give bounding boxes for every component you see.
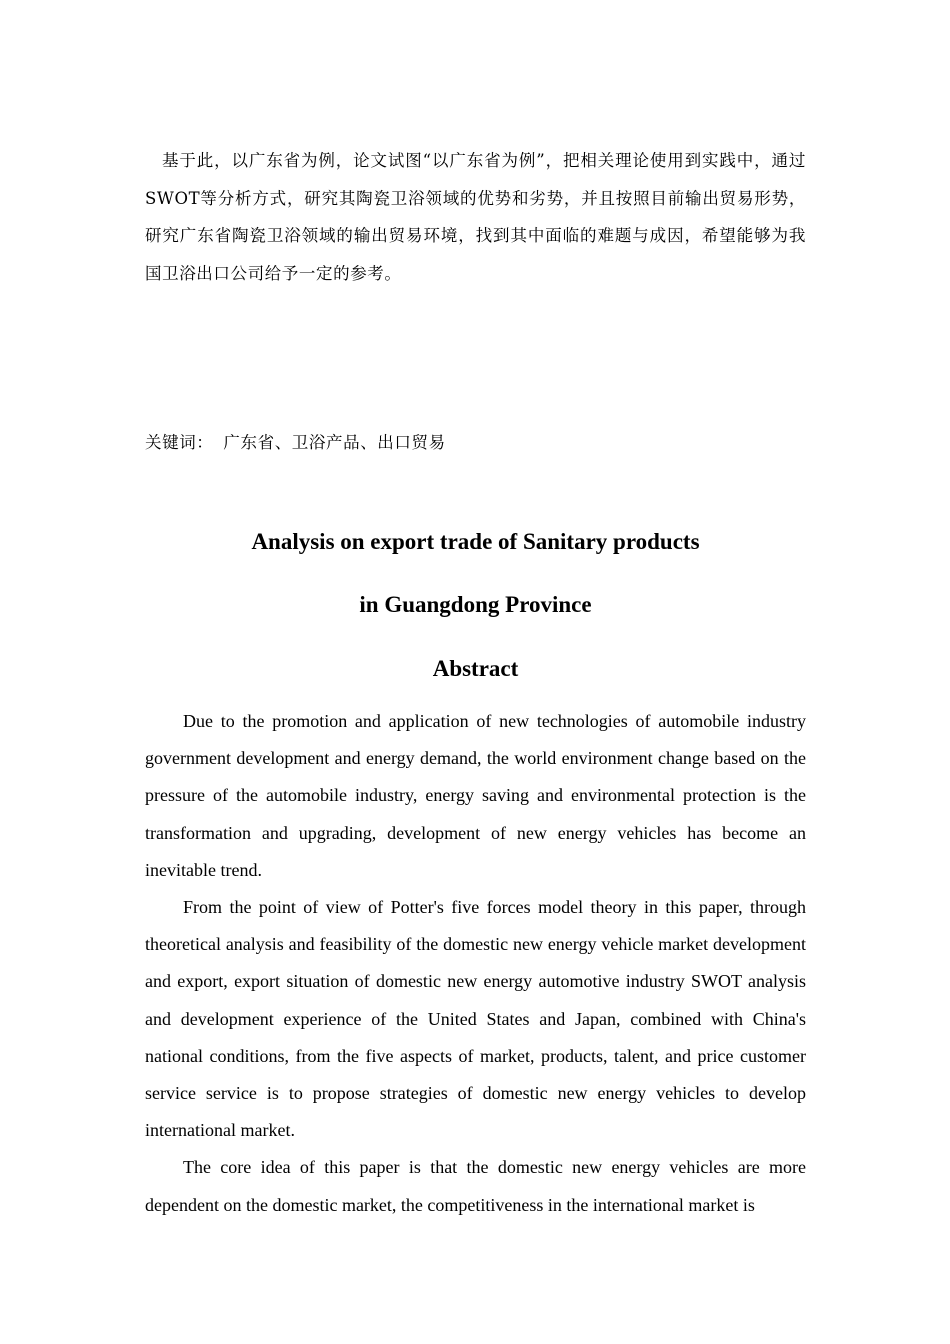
abstract-paragraph-2: From the point of view of Potter's five forces model theory in this paper, through theoretical analysis and feasibility of the domestic new energy vehicle market development and export, export situation of domestic new energy automotive industry SWOT analysis and development experience of the United States and Japan, combined with China's national conditions, from the five aspects of market, products, talent, and price customer service service is to propose strategies of domestic new energy vehicles to develop international market. <box>145 897 806 1141</box>
english-title-line-1: Analysis on export trade of Sanitary products <box>251 529 700 554</box>
page-content <box>145 142 806 1215</box>
keywords-line <box>145 424 446 461</box>
chinese-abstract-paragraph: 基于此，以广东省为例，论文试图“以广东省为例”，把相关理论使用到实践中，通过SWOT等分析方式，研究其陶瓷卫浴领域的优势和劣势，并且按照目前输出贸易形势，研究广东省陶瓷卫浴领域的输出贸易环境，找到其中面临的难题与成因，希望能够为我国卫浴出口公司给予一定的参考。 <box>145 151 806 283</box>
keywords-label: 关键词： <box>145 433 214 452</box>
abstract-heading: Abstract <box>432 656 519 681</box>
abstract-body <box>145 703 806 1224</box>
abstract-paragraph-3: The core idea of this paper is that the domestic new energy vehicles are more dependent on the domestic market, the competitiveness in the international market is <box>145 1157 806 1215</box>
abstract-paragraph-1: Due to the promotion and application of new technologies of automobile industry government development and energy demand, the world environment change based on the pressure of the automobile industry, energy saving and environmental protection is the transformation and upgrading, development of new energy vehicles has become an inevitable trend. <box>145 711 806 880</box>
keywords-value: 广东省、卫浴产品、出口贸易 <box>223 433 446 452</box>
english-title-line-2: in Guangdong Province <box>359 592 592 617</box>
